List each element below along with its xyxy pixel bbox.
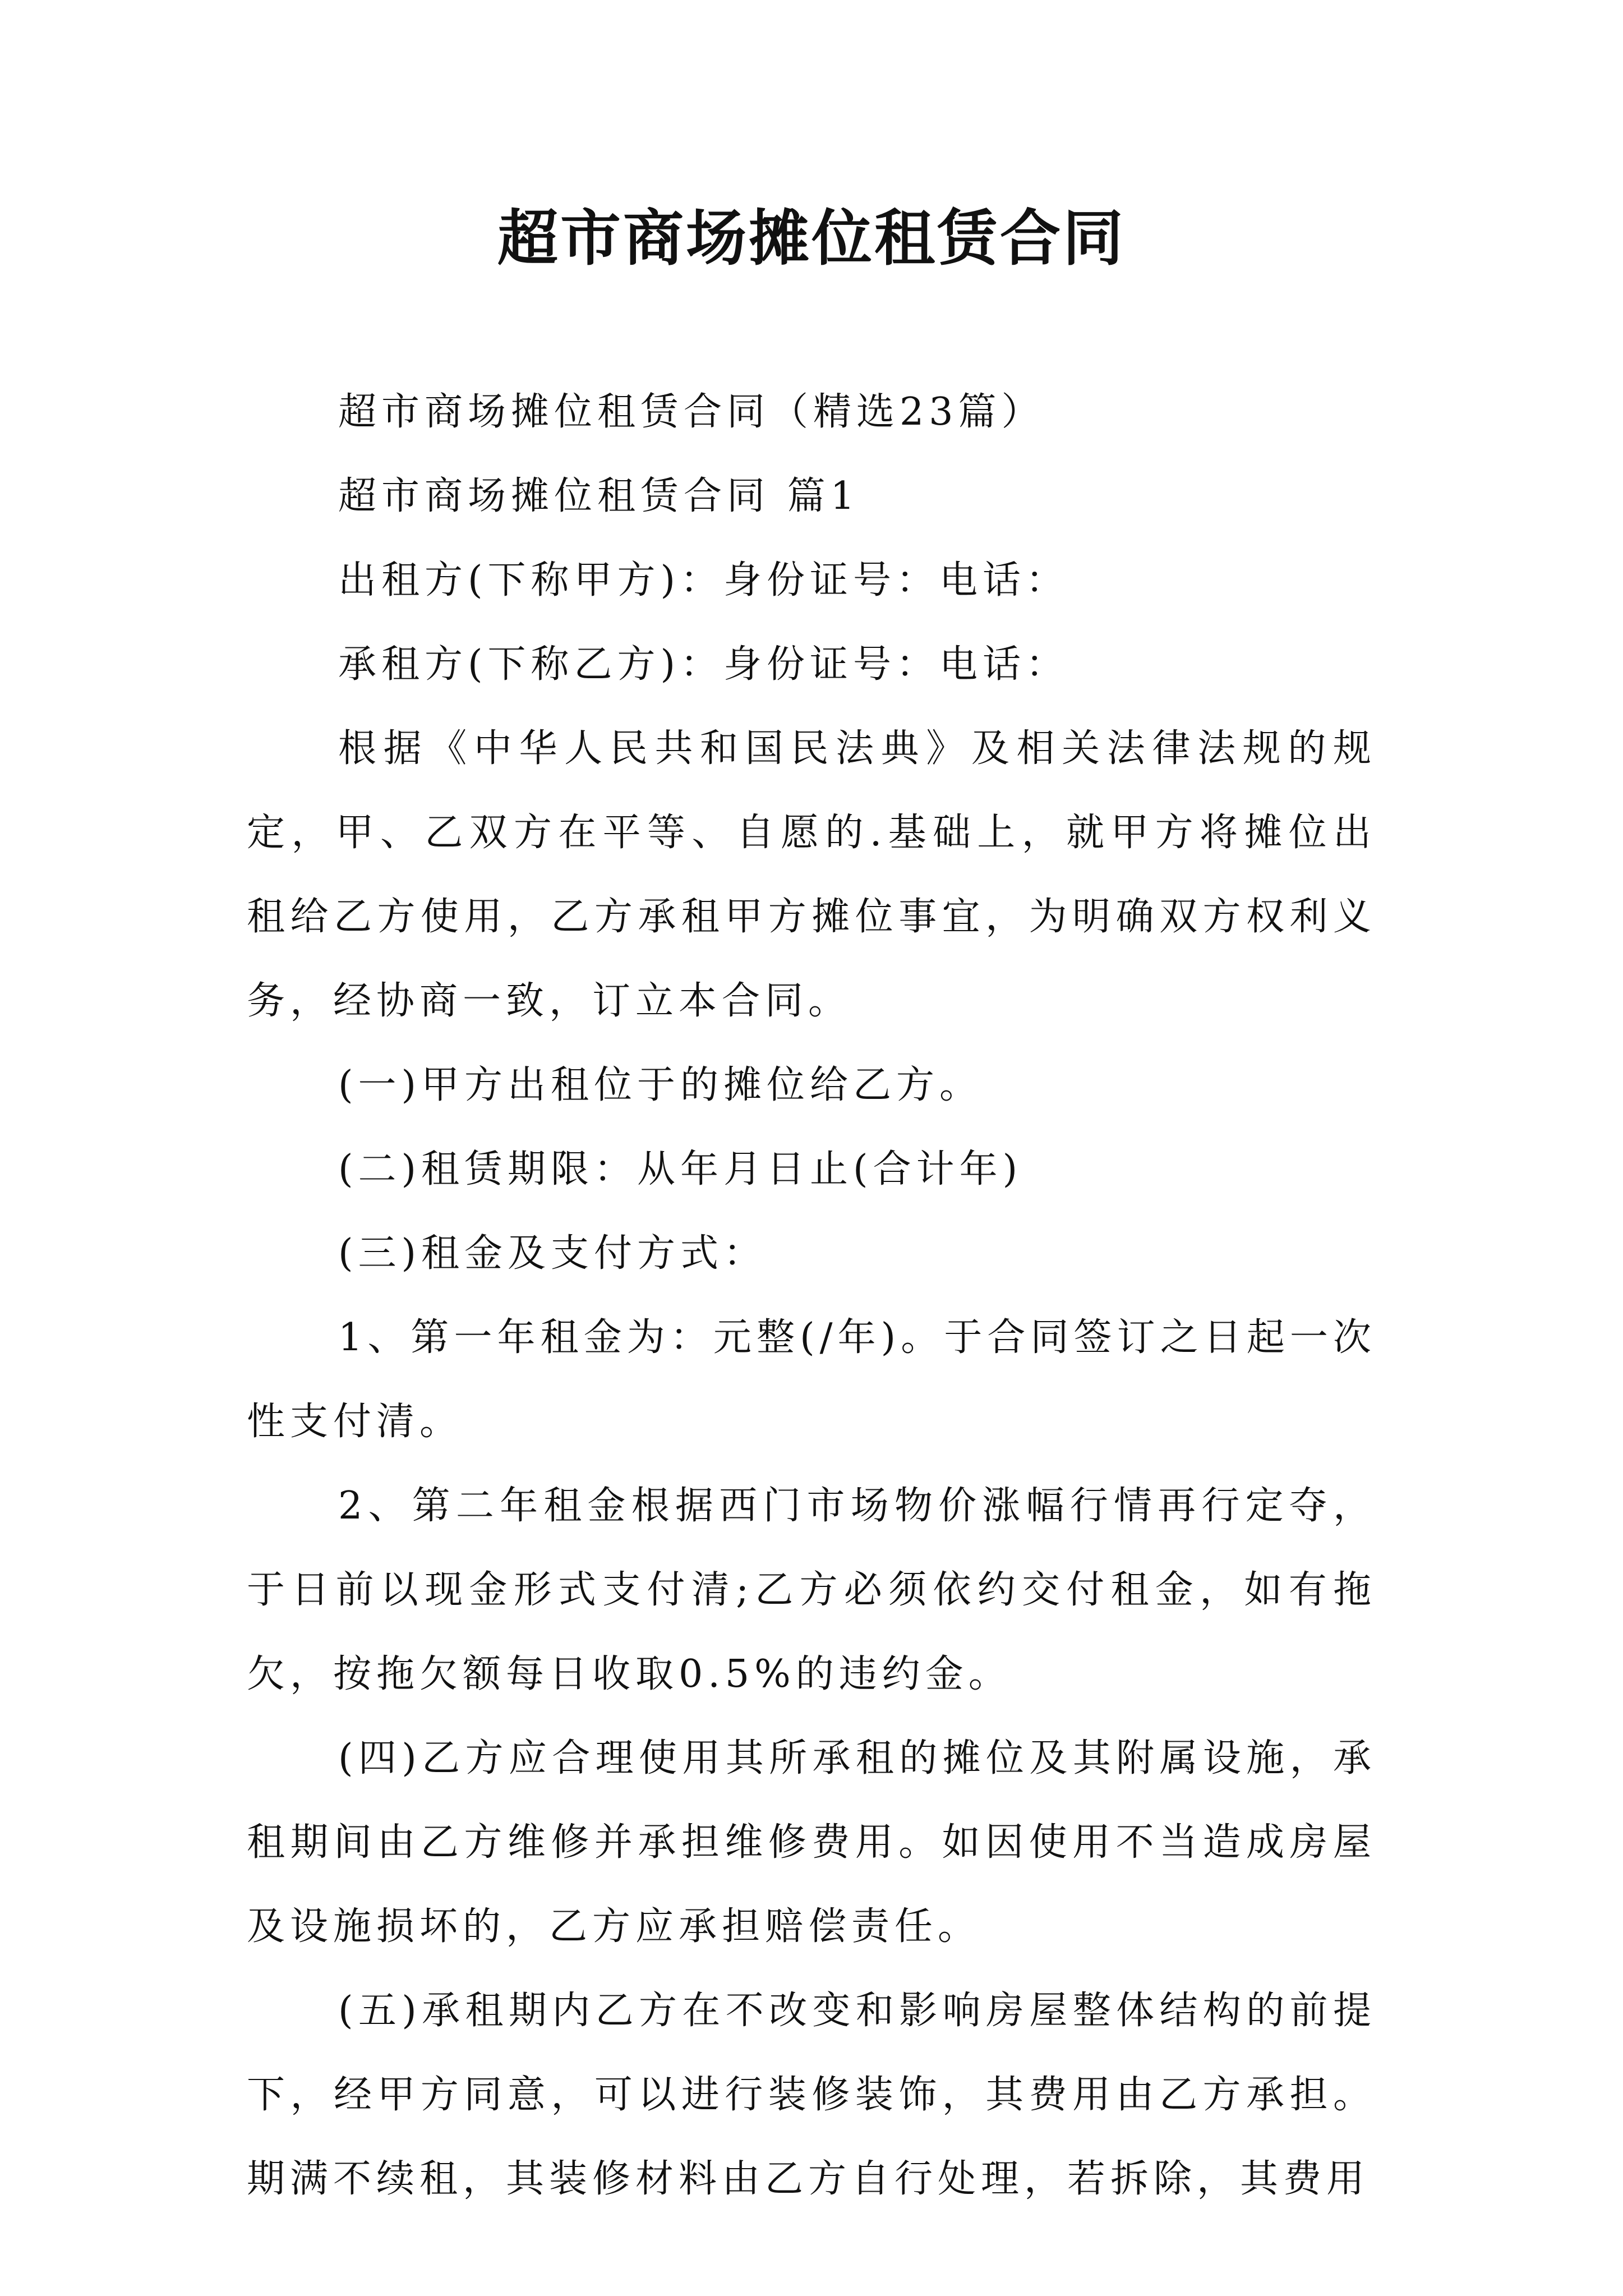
- paragraph-clause-2: (二)租赁期限：从年月日止(合计年): [338, 1147, 1023, 1191]
- paragraph-rent-year-1: 1、第一年租金为：元整(/年)。于合同签订之日起一次性支付清。: [247, 1315, 1376, 1444]
- paragraph-collection-title: 超市商场摊位租赁合同（精选23篇）: [338, 390, 1045, 434]
- paragraph-rent-year-2: 2、第二年租金根据西门市场物价涨幅行情再行定夺，于日前以现金形式支付清;乙方必须依约交付租金，如有拖欠，按拖欠额每日收取0.5%的违约金。: [247, 1484, 1376, 1696]
- paragraph-clause-5: (五)承租期内乙方在不改变和影响房屋整体结构的前提下，经甲方同意，可以进行装修装饰，其费用由乙方承担。期满不续租，其装修材料由乙方自行处理，若拆除，其费用: [247, 1989, 1376, 2201]
- paragraph-clause-1: (一)甲方出租位于的摊位给乙方。: [338, 1063, 983, 1107]
- paragraph-lessor: 出租方(下称甲方)：身份证号：电话：: [338, 558, 1069, 602]
- paragraph-clause-4: (四)乙方应合理使用其所承租的摊位及其附属设施，承租期间由乙方维修并承担维修费用。如因使用不当造成房屋及设施损坏的，乙方应承担赔偿责任。: [247, 1736, 1376, 1949]
- paragraph-lessee: 承租方(下称乙方)：身份证号：电话：: [338, 642, 1069, 687]
- paragraph-clause-3: (三)租金及支付方式：: [338, 1231, 767, 1276]
- paragraph-preamble: 根据《中华人民共和国民法典》及相关法律法规的规定，甲、乙双方在平等、自愿的.基础上，就甲方将摊位出租给乙方使用，乙方承租甲方摊位事宜，为明确双方权利义务，经协商一致，订立本合同。: [247, 726, 1376, 1023]
- document-title: 超市商场摊位租赁合同: [497, 203, 1126, 274]
- paragraph-section-heading: 超市商场摊位租赁合同 篇1: [338, 474, 860, 518]
- document-body: [247, 370, 1376, 2221]
